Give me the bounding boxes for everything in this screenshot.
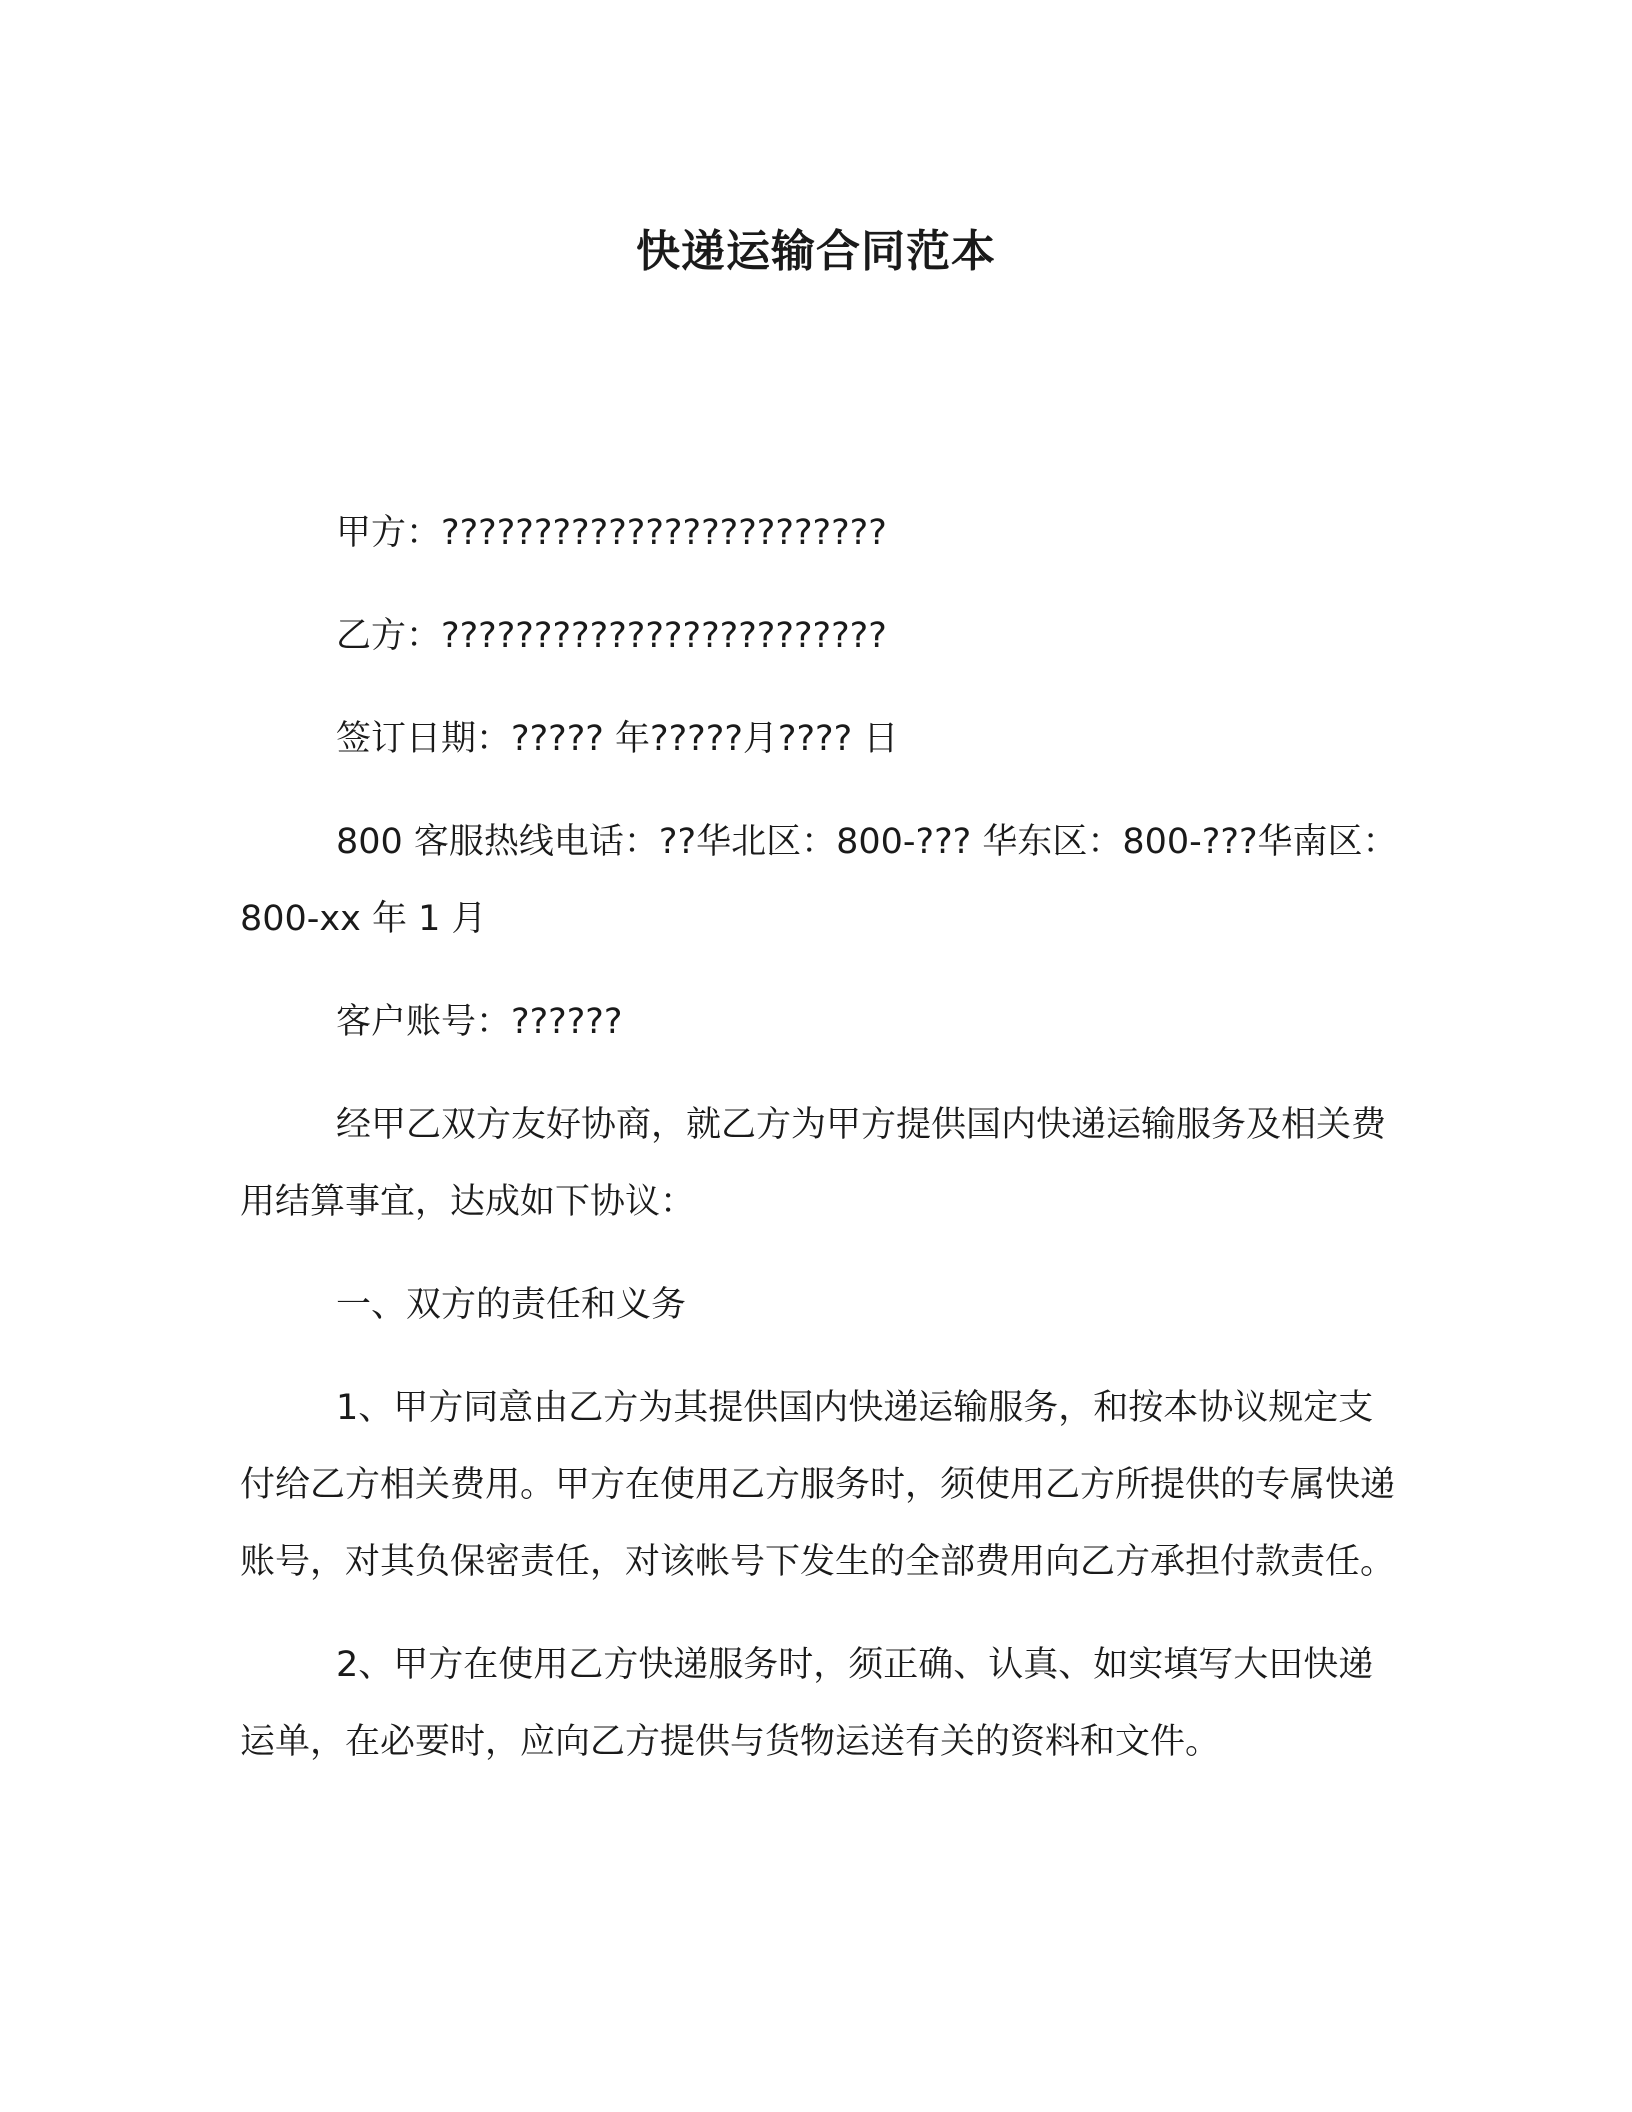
document-body	[240, 495, 1400, 1807]
document-title: 快递运输合同范本	[636, 226, 996, 277]
section-heading-1: 一、双方的责任和义务	[336, 1285, 687, 1325]
clause-2: 2、甲方在使用乙方快递服务时，须正确、认真、如实填写大田快递运单，在必要时，应向乙方提供与货物运送有关的资料和文件。	[240, 1645, 1374, 1762]
party-b-line: 乙方：????????????????????????	[336, 616, 887, 656]
customer-account-line: 客户账号：??????	[336, 1002, 623, 1042]
party-a-line: 甲方：????????????????????????	[336, 513, 887, 553]
signing-date-line: 签订日期：????? 年?????月???? 日	[336, 719, 899, 759]
agreement-intro: 经甲乙双方友好协商，就乙方为甲方提供国内快递运输服务及相关费用结算事宜，达成如下协议：	[240, 1105, 1387, 1222]
hotline-line: 800 客服热线电话：??华北区：800-??? 华东区：800-???华南区：800-xx 年 1 月	[240, 822, 1398, 939]
clause-1: 1、甲方同意由乙方为其提供国内快递运输服务，和按本协议规定支付给乙方相关费用。甲方在使用乙方服务时，须使用乙方所提供的专属快递账号，对其负保密责任，对该帐号下发生的全部费用向乙方承担付款责任。	[240, 1388, 1396, 1582]
